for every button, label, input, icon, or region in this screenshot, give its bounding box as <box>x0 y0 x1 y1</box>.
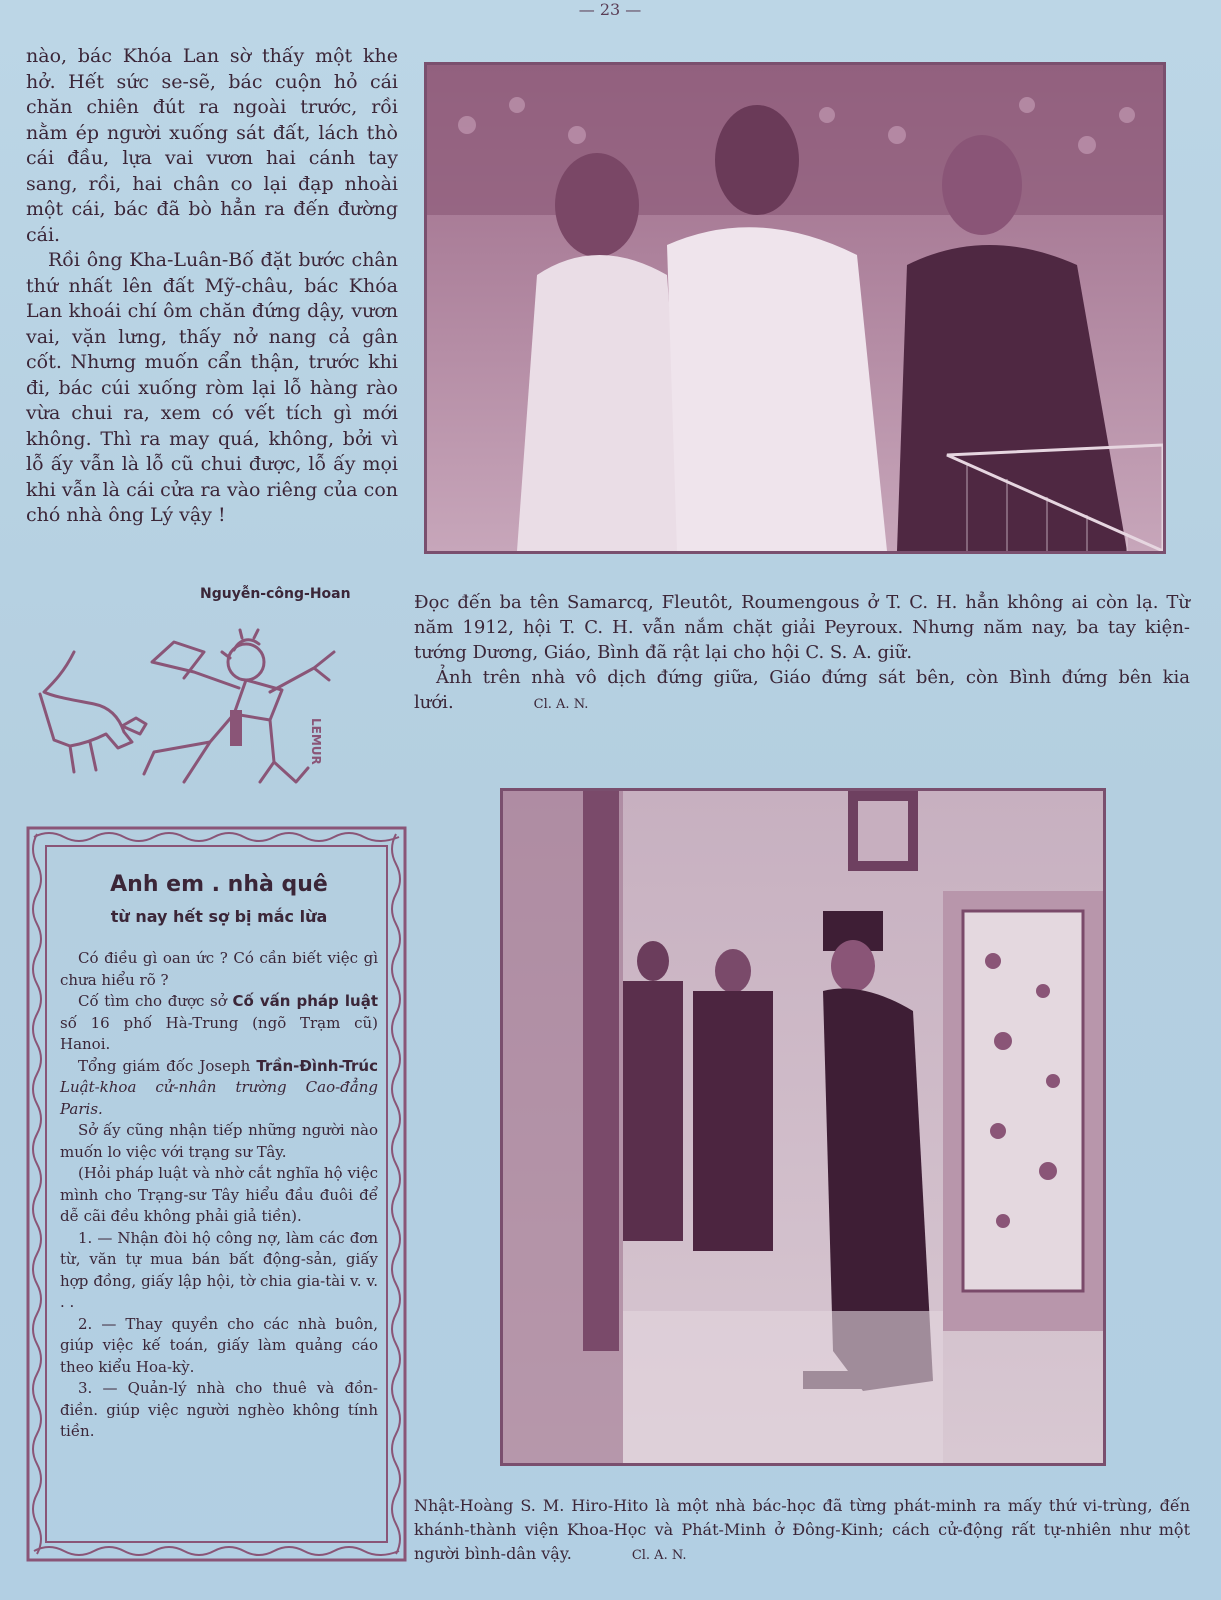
caption-paragraph: Đọc đến ba tên Samarcq, Fleutôt, Roumengous ở T. C. H. hẳn không ai còn lạ. Từ năm 1912, hội T. C. H. vẫn nắm chặt giải Peyroux. Nhưng năm nay, ba tay kiện-tướng Dương, Giáo, Bình đã rật lại cho hội C. S. A. giữ. <box>414 592 1190 663</box>
ad-director-title: Luật-khoa cử-nhân trường Cao-đẳng Paris. <box>60 1078 378 1118</box>
photo-1-caption <box>414 590 1190 717</box>
ad-text: Cố tìm cho được sở <box>78 992 233 1010</box>
caption-text: Ảnh trên nhà vô dịch đứng giữa, Giáo đứng sát bên, còn Bình đứng bên kia lưới. <box>414 667 1190 713</box>
caption-paragraph <box>414 665 1190 717</box>
running-boy-dog-illustration <box>34 622 344 802</box>
story-paragraph: nào, bác Khóa Lan sờ thấy một khe hở. Hết sức se-sẽ, bác cuộn hỏ cái chăn chiên đút ra ngoài trước, rồi nằm ép người xuống sát đất, lách thò cái đầu, lựa vai vươn hai cánh tay sang, rồi, hai chân co lại đạp nhoài một cái, bác đã bò hẳn ra đến đường cái. <box>26 45 398 246</box>
ad-text: Tổng giám đốc Joseph <box>78 1056 257 1075</box>
ad-director-name: Trần-Đình-Trúc <box>256 1056 378 1075</box>
ad-service-item: 1. — Nhận đòi hộ công nợ, làm các đơn từ, văn tự mua bán bất động-sản, giấy hợp đồng, giấy lập hội, tờ chia gia-tài v. v. . . <box>60 1228 378 1311</box>
photo-1-image <box>427 65 1163 551</box>
caption-text: Nhật-Hoàng S. M. Hiro-Hito là một nhà bác-học đã từng phát-minh ra mấy thứ vi-trùng, đến khánh-thành viện Khoa-Học và Phát-Minh ở Đông-Kinh; cách cử-động rất tự-nhiên như một người bình-dân vậy. <box>414 1496 1190 1563</box>
ad-title: Anh em . nhà quê <box>110 872 328 897</box>
story-column <box>26 44 398 529</box>
ad-paragraph: Sở ấy cũng nhận tiếp những người nào muốn lo việc với trạng sư Tây. <box>60 1121 378 1161</box>
sketch-svg <box>34 622 344 802</box>
ad-paragraph <box>60 1056 378 1121</box>
ad-paragraph: Có điều gì oan ức ? Có cần biết việc gì chưa hiểu rõ ? <box>60 949 378 989</box>
ad-body <box>60 948 378 1443</box>
ad-service-item: 3. — Quản-lý nhà cho thuê và đồn-điền. giúp việc người nghèo không tính tiền. <box>60 1379 378 1440</box>
sketch-signature: LEMUR <box>309 718 323 765</box>
ad-paragraph <box>60 991 378 1056</box>
tennis-champions-photo <box>424 62 1166 554</box>
page-number: — 23 — <box>578 0 642 19</box>
ad-content <box>60 854 378 1443</box>
ad-office-name: Cố vấn pháp luật <box>232 992 379 1010</box>
emperor-visit-photo <box>500 788 1106 1466</box>
photo-2-caption <box>414 1494 1190 1568</box>
ad-subtitle: từ nay hết sợ bị mắc lừa <box>110 907 328 926</box>
legal-advice-advertisement <box>24 824 409 1564</box>
photo-credit: Cl. A. N. <box>533 697 589 712</box>
ad-text: số 16 phố Hà-Trung (ngõ Trạm cũ) Hanoi. <box>60 1013 378 1053</box>
story-author: Nguyễn-công-Hoan <box>200 586 351 602</box>
photo-credit: Cl. A. N. <box>631 1548 687 1563</box>
ad-paragraph: (Hỏi pháp luật và nhờ cắt nghĩa hộ việc mình cho Trạng-sư Tây hiểu đầu đuôi để dễ cãi đều không phải giả tiền). <box>60 1164 378 1225</box>
ad-service-item: 2. — Thay quyền cho các nhà buôn, giúp việc kế toán, giấy làm quảng cáo theo kiểu Hoa-kỳ. <box>60 1314 378 1376</box>
story-paragraph: Rồi ông Kha-Luân-Bố đặt bước chân thứ nhất lên đất Mỹ-châu, bác Khóa Lan khoái chí ôm chăn đứng dậy, vươn vai, vặn lưng, thấy nở nang cả gân cốt. Nhưng muốn cẩn thận, trước khi đi, bác cúi xuống ròm lại lỗ hàng rào vừa chui ra, xem có vết tích gì mới không. Thì ra may quá, không, bởi vì lỗ ấy vẫn là lỗ cũ chui được, lỗ ấy mọi khi vẫn là cái cửa ra vào riêng của con chó nhà ông Lý vậy ! <box>26 249 398 526</box>
photo-2-image <box>503 791 1103 1463</box>
